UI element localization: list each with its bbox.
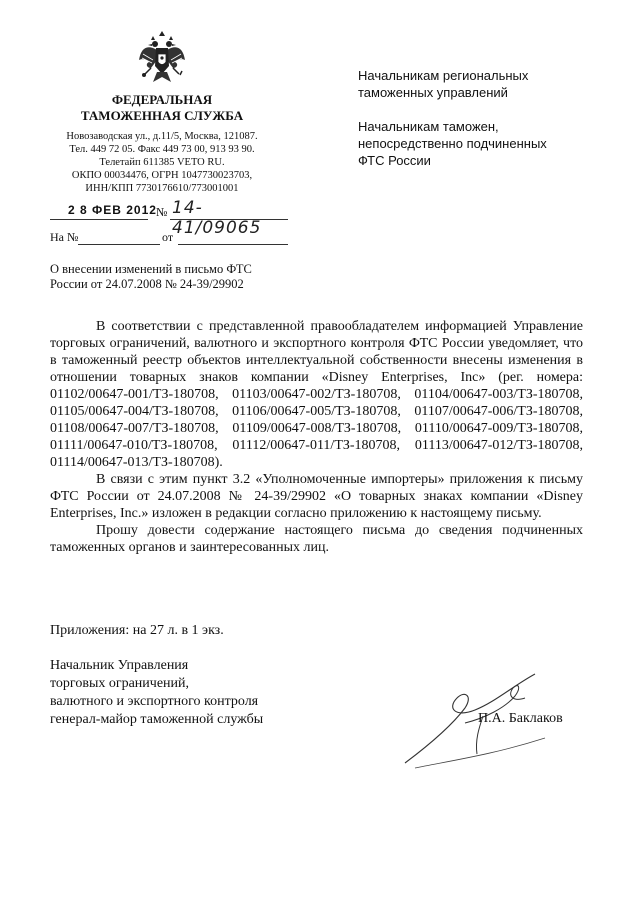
address-line: ИНН/КПП 7730176610/773001001 — [85, 183, 239, 194]
signer-name: П.А. Баклаков — [478, 711, 563, 726]
signer-title-line: генерал-майор таможенной службы — [50, 712, 264, 727]
signer-title-line: валютного и экспортного контроля — [50, 694, 259, 709]
body-paragraph: В соответствии с представленной правообладателем информацией Управление торговых ограничений, валютного и экспортного контроля ФТС России уведомляет, что в таможенный реестр объектов интеллектуальной собственности внесены изменения в отношении товарных знаков компании «Disney Enterprises, Inc» (рег. номера: 01102/00647-001/ТЗ-180708, 01103/00647-002/ТЗ-180708, 01104/00647-003/ТЗ-180708, 01105/00647-004/ТЗ-180708, 01106/00647-005/ТЗ-180708, 01107/00647-006/ТЗ-180708, 01108/00647-007/ТЗ-180708, 01109/00647-008/ТЗ-180708, 01110/00647-009/ТЗ-180708, 01111/00647-010/ТЗ-180708, 01112/00647-011/ТЗ-180708, 01113/00647-012/ТЗ-180708, 01114/00647-013/ТЗ-180708). — [50, 319, 583, 470]
reference-line — [50, 230, 290, 248]
attachment-note: Приложения: на 27 л. в 1 экз. — [50, 623, 224, 638]
reference-from-label: от — [162, 230, 174, 244]
date-stamp: 2 8 ФЕВ 2012 — [68, 203, 157, 217]
letter-body — [50, 318, 583, 556]
address-line: Новозаводская ул., д.11/5, Москва, 121087. — [66, 131, 258, 142]
subject-line: О внесении изменений в письмо ФТС — [50, 262, 252, 276]
double-headed-eagle-emblem-icon — [137, 30, 187, 86]
recipient-line: непосредственно подчиненных — [358, 136, 547, 151]
body-paragraph: В связи с этим пункт 3.2 «Уполномоченные импортеры» приложения к письму ФТС России от 24.07.2008 № 24-39/29902 «О товарных знаках компании «Disney Enterprises, Inc.» изложен в редакции согласно приложению к настоящему письму. — [50, 472, 583, 521]
number-label: № — [156, 205, 168, 219]
recipient-line: Начальникам региональных — [358, 68, 529, 83]
body-paragraph: Прошу довести содержание настоящего письма до сведения подчиненных таможенных органов и заинтересованных лиц. — [50, 523, 583, 555]
reference-label: На № — [50, 230, 79, 244]
recipient-line: Начальникам таможен, — [358, 119, 499, 134]
signer-title — [50, 657, 350, 729]
organization-address — [40, 130, 284, 195]
signer-title-line: торговых ограничений, — [50, 676, 190, 691]
recipient-group — [358, 118, 598, 169]
address-line: ОКПО 00034476, ОГРН 1047730023703, — [71, 170, 253, 181]
recipients-block — [358, 67, 598, 186]
org-name-line: ТАМОЖЕННАЯ СЛУЖБА — [80, 108, 244, 123]
signer-title-line: Начальник Управления — [50, 658, 189, 673]
letter-subject — [50, 262, 310, 292]
recipient-group — [358, 67, 598, 101]
document-number: 14-41/09065 — [172, 198, 262, 238]
subject-line: России от 24.07.2008 № 24-39/29902 — [50, 277, 244, 291]
org-name-line: ФЕДЕРАЛЬНАЯ — [111, 92, 213, 107]
organization-name — [40, 92, 284, 124]
recipient-line: таможенных управлений — [358, 85, 508, 100]
recipient-line: ФТС России — [358, 153, 431, 168]
address-line: Тел. 449 72 05. Факс 449 73 00, 913 93 90. — [69, 144, 255, 155]
address-line: Телетайп 611385 VETO RU. — [99, 157, 225, 168]
